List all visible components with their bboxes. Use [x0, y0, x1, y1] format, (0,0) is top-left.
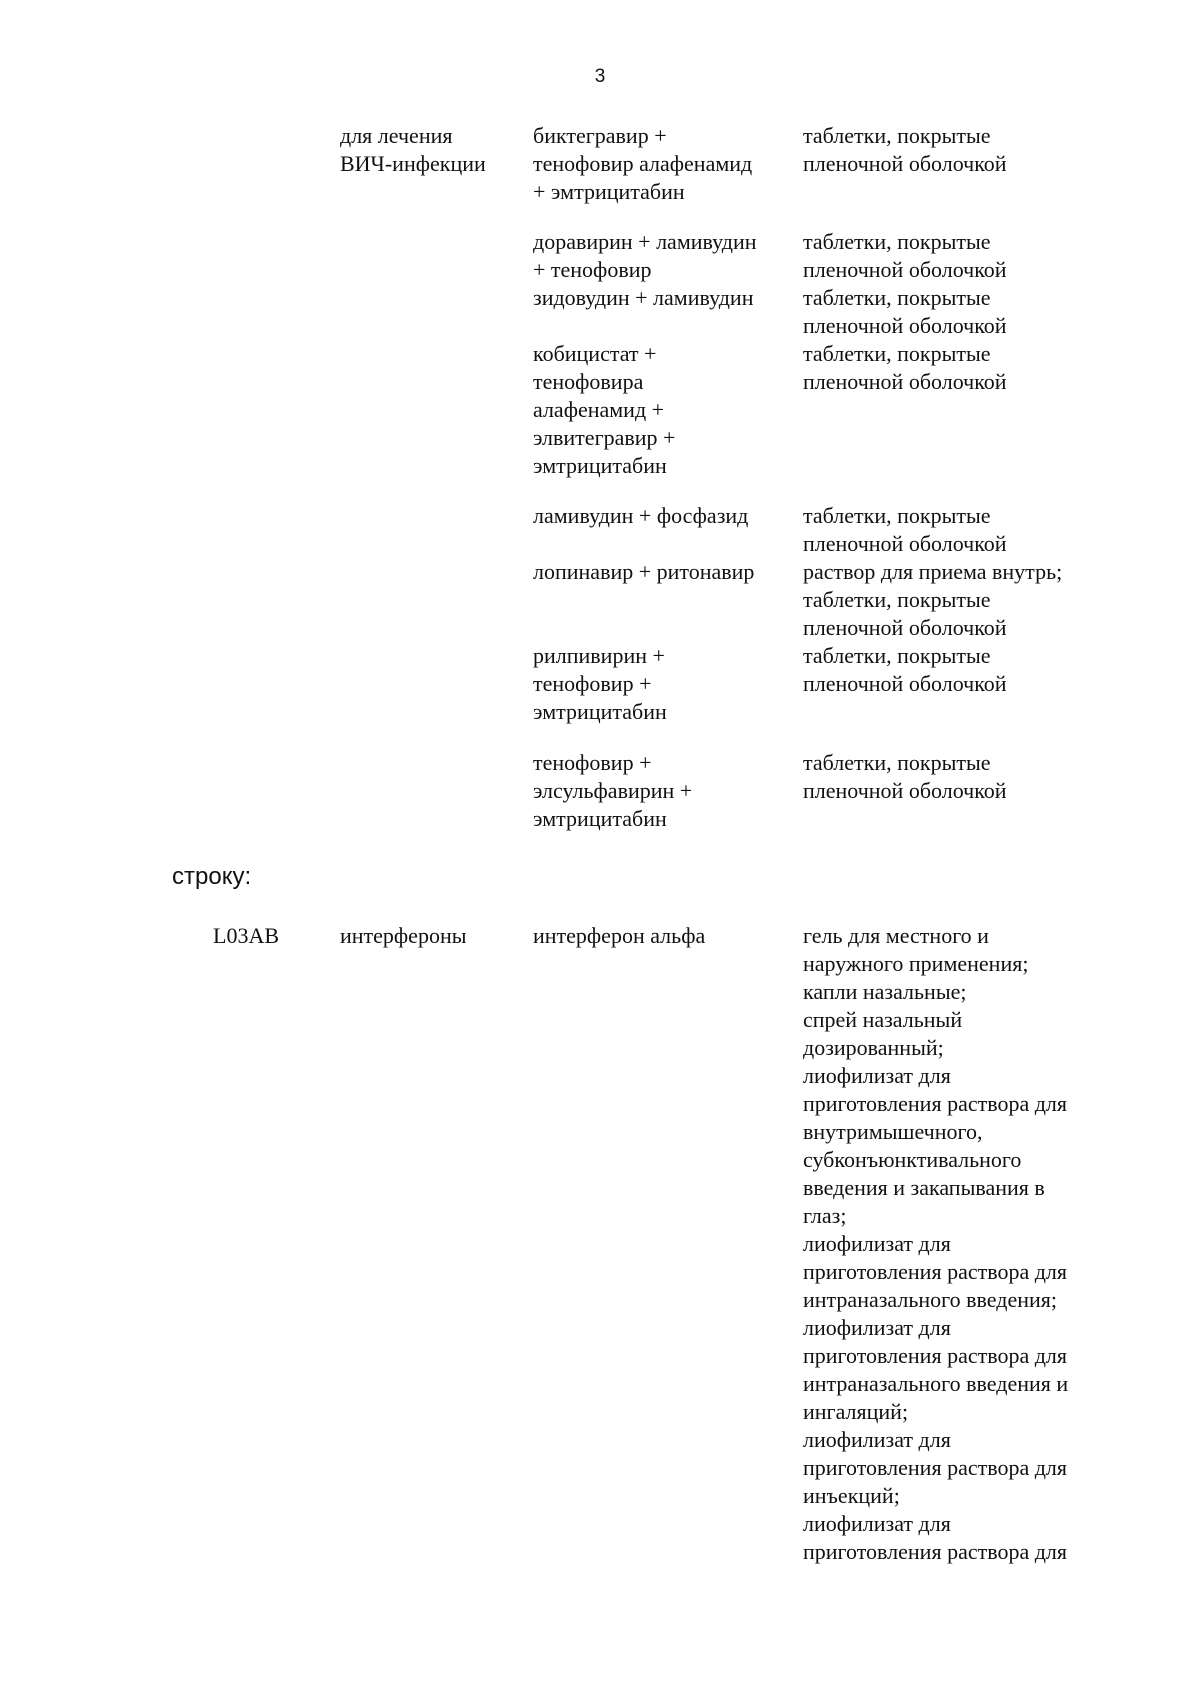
form-cell: таблетки, покрытые пленочной оболочкой	[803, 229, 1007, 282]
substance-cell: кобицистат + тенофовира алафенамид + элвитегравир + эмтрицитабин	[533, 341, 676, 478]
substance-cell: рилпивирин + тенофовир + эмтрицитабин	[533, 643, 667, 724]
form-cell: гель для местного и наружного применения; капли назальные; спрей назальный дозированный; лиофилизат для приготовления раствора для внутримышечного, субконъюнктивального введения и закапывания в глаз; лиофилизат для приготовления раствора для интраназального введения; лиофилизат для приготовления раствора для интраназального введения и ингаляций; лиофилизат для приготовления раствора для инъекций; лиофилизат для приготовления раствора для	[803, 923, 1069, 1564]
form-cell: таблетки, покрытые пленочной оболочкой	[803, 123, 1007, 176]
substance-cell: тенофовир + элсульфавирин + эмтрицитабин	[533, 750, 693, 831]
substance-cell: зидовудин + ламивудин	[533, 285, 754, 310]
atc-group: интерфероны	[340, 923, 467, 948]
form-cell: таблетки, покрытые пленочной оболочкой	[803, 503, 1007, 556]
form-cell: таблетки, покрытые пленочной оболочкой	[803, 643, 1007, 696]
form-cell: таблетки, покрытые пленочной оболочкой	[803, 341, 1007, 394]
form-cell: раствор для приема внутрь; таблетки, покрытые пленочной оболочкой	[803, 559, 1063, 640]
substance-cell: биктегравир + тенофовир алафенамид + эмтрицитабин	[533, 123, 753, 204]
page-number: 3	[594, 66, 606, 87]
substance-cell: доравирин + ламивудин + тенофовир	[533, 229, 757, 282]
substance-cell: ламивудин + фосфазид	[533, 503, 749, 528]
substance-cell: лопинавир + ритонавир	[533, 559, 755, 584]
atc-code: L03AB	[213, 923, 279, 948]
substance-cell: интерферон альфа	[533, 923, 706, 948]
form-cell: таблетки, покрытые пленочной оболочкой	[803, 750, 1007, 803]
intro-label: строку:	[172, 863, 252, 890]
purpose-hiv: для лечения ВИЧ-инфекции	[340, 123, 486, 176]
form-cell: таблетки, покрытые пленочной оболочкой	[803, 285, 1007, 338]
